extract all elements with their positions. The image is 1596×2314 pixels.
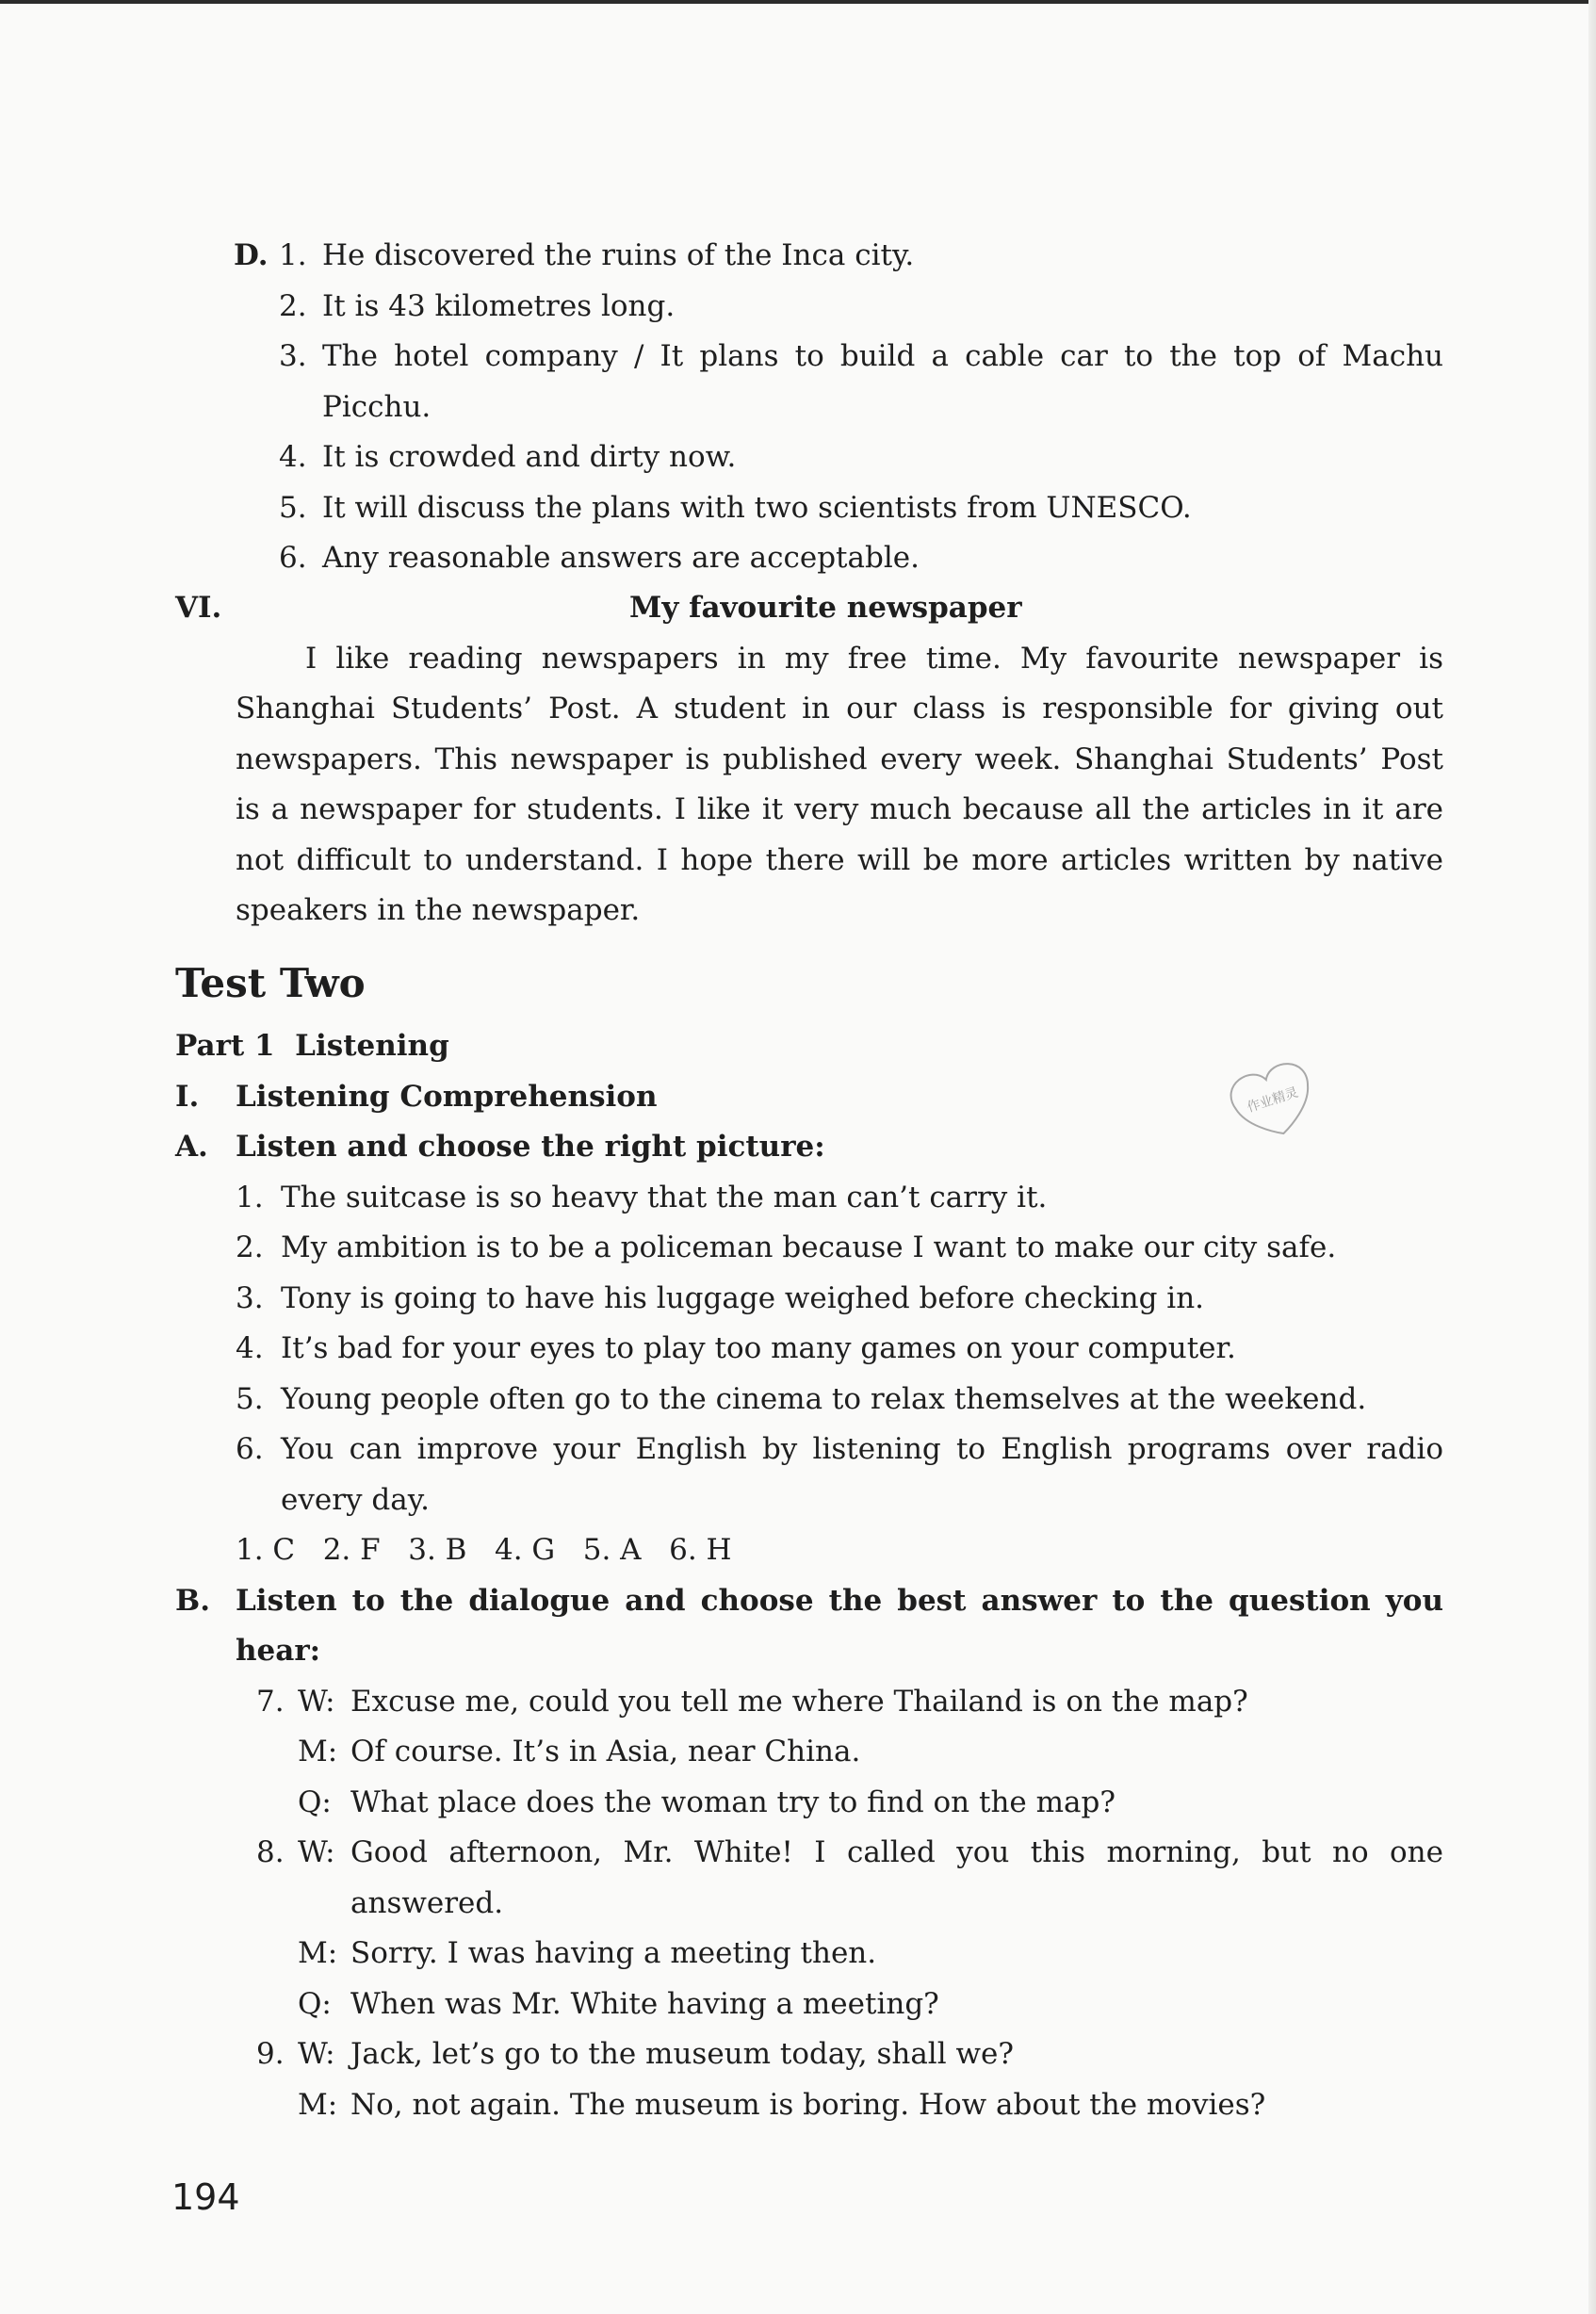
- part-heading: Part 1 Listening: [175, 1029, 449, 1063]
- speaker: M:: [298, 1735, 338, 1768]
- list-item-text: My ambition is to be a policeman because I want to make our city safe.: [281, 1230, 1337, 1264]
- list-item-number: 4.: [279, 440, 307, 474]
- list-item-text: It is crowded and dirty now.: [322, 440, 737, 474]
- list-item-number: 5.: [236, 1382, 264, 1416]
- dialogue-line: answered.: [350, 1886, 504, 1920]
- stamp-text: 作业精灵: [1245, 1084, 1301, 1116]
- list-item-number: 1.: [236, 1181, 264, 1214]
- list-item-text: It’s bad for your eyes to play too many games on your computer.: [281, 1331, 1236, 1365]
- section-a-heading: Listen and choose the right picture:: [236, 1130, 825, 1164]
- dialogue-number: 7.: [256, 1685, 285, 1719]
- section-b-heading: Listen to the dialogue and choose the best answer to the question you: [236, 1584, 1443, 1618]
- essay-line: not difficult to understand. I hope there will be more articles written by native: [236, 843, 1443, 877]
- essay-line: speakers in the newspaper.: [236, 893, 641, 927]
- list-item-text: Tony is going to have his luggage weighed before checking in.: [281, 1281, 1205, 1315]
- section-i-label: I.: [175, 1080, 200, 1114]
- speaker: M:: [298, 2088, 338, 2122]
- speaker: Q:: [298, 1987, 332, 2021]
- essay-line: newspapers. This newspaper is published every week. Shanghai Students’ Post: [236, 742, 1443, 776]
- list-item-text: Any reasonable answers are acceptable.: [322, 541, 920, 575]
- test-title: Test Two: [175, 960, 366, 1006]
- list-item-text: every day.: [281, 1483, 430, 1517]
- list-item-text: Young people often go to the cinema to relax themselves at the weekend.: [281, 1382, 1367, 1416]
- speaker: W:: [298, 1835, 335, 1869]
- dialogue-line: Of course. It’s in Asia, near China.: [350, 1735, 861, 1768]
- dialogue-line: No, not again. The museum is boring. How about the movies?: [350, 2088, 1266, 2122]
- list-item-text: It is 43 kilometres long.: [322, 289, 676, 323]
- dialogue-line: Sorry. I was having a meeting then.: [350, 1936, 877, 1970]
- list-item-number: 4.: [236, 1331, 264, 1365]
- list-item-number: 3.: [279, 339, 307, 373]
- page-number: 194: [171, 2176, 240, 2218]
- dialogue-line: Good afternoon, Mr. White! I called you this morning, but no one: [350, 1835, 1443, 1869]
- list-item-number: 6.: [279, 541, 307, 575]
- dialogue-line: Excuse me, could you tell me where Thailand is on the map?: [350, 1685, 1248, 1719]
- dialogue-number: 8.: [256, 1835, 285, 1869]
- speaker: W:: [298, 2037, 335, 2071]
- answer-key: 1. C 2. F 3. B 4. G 5. A 6. H: [236, 1533, 732, 1567]
- section-vi-label: VI.: [175, 591, 222, 625]
- dialogue-line: When was Mr. White having a meeting?: [350, 1987, 939, 2021]
- speaker: M:: [298, 1936, 338, 1970]
- list-item-text: He discovered the ruins of the Inca city.: [322, 238, 915, 272]
- list-item-number: 1.: [279, 238, 307, 272]
- watermark-stamp-icon: [1205, 1040, 1339, 1156]
- list-item-number: 6.: [236, 1432, 264, 1466]
- top-border: [0, 0, 1596, 4]
- dialogue-line: Jack, let’s go to the museum today, shall we?: [350, 2037, 1014, 2071]
- section-b-heading: hear:: [236, 1634, 321, 1668]
- section-d-label: D.: [234, 238, 269, 272]
- section-b-label: B.: [175, 1584, 210, 1618]
- list-item-number: 5.: [279, 491, 307, 525]
- list-item-text: You can improve your English by listening to English programs over radio: [281, 1432, 1443, 1466]
- list-item-text: The hotel company / It plans to build a cable car to the top of Machu: [322, 339, 1443, 373]
- list-item-text: Picchu.: [322, 390, 432, 424]
- essay-line: is a newspaper for students. I like it very much because all the articles in it are: [236, 792, 1443, 826]
- list-item-number: 2.: [279, 289, 307, 323]
- speaker: W:: [298, 1685, 335, 1719]
- section-i-heading: Listening Comprehension: [236, 1080, 658, 1114]
- list-item-text: The suitcase is so heavy that the man can’t carry it.: [281, 1181, 1048, 1214]
- speaker: Q:: [298, 1785, 332, 1819]
- page-edge: [1588, 0, 1596, 2314]
- dialogue-line: What place does the woman try to find on the map?: [350, 1785, 1116, 1819]
- section-a-label: A.: [175, 1130, 208, 1164]
- dialogue-number: 9.: [256, 2037, 285, 2071]
- list-item-text: It will discuss the plans with two scientists from UNESCO.: [322, 491, 1192, 525]
- essay-line: Shanghai Students’ Post. A student in our class is responsible for giving out: [236, 692, 1443, 725]
- essay-line: I like reading newspapers in my free time. My favourite newspaper is: [305, 642, 1443, 676]
- list-item-number: 2.: [236, 1230, 264, 1264]
- list-item-number: 3.: [236, 1281, 264, 1315]
- essay-heading: My favourite newspaper: [629, 591, 1022, 625]
